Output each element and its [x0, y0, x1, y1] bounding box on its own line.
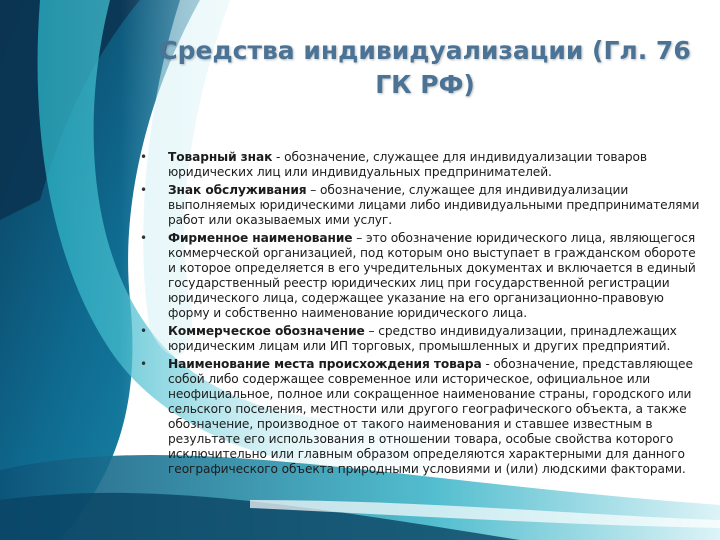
- bullet-mark: •: [140, 231, 147, 245]
- list-item-commercial-designation: [138, 324, 704, 354]
- bullet-mark: •: [140, 357, 147, 371]
- term-origin-appellation: Наименование места происхождения товара: [168, 357, 482, 371]
- slide-title: Средства индивидуализации (Гл. 76 ГК РФ): [159, 36, 691, 99]
- bullet-mark: •: [140, 183, 147, 197]
- list-item-trademark: [138, 150, 704, 180]
- bullet-mark: •: [140, 324, 147, 338]
- definition-origin-appellation: - обозначение, представляющее собой либо содержащее современное или историческое, официальное или неофициальное, полное или сокращенное наименование страны, городского или сельского поселения, местности или другого географического объекта, а также обозначение, производное от такого наименования и ставшее известным в результате его использования в отношении товара, особые свойства которого исключительно или главным образом определяются характерными для данного географического объекта природными условиями и (или) людскими факторами.: [168, 357, 693, 476]
- term-trademark: Товарный знак: [168, 150, 273, 164]
- definition-company-name: – это обозначение юридического лица, являющегося коммерческой организацией, под которым оно выступает в гражданском обороте и которое определяется в его учредительных документах и включается в единый государственный реестр юридических лиц при государственной регистрации юридического лица, содержащее указание на его организационно-правовую форму и собственно наименование юридического лица.: [168, 231, 696, 320]
- definition-trademark: - обозначение, служащее для индивидуализации товаров юридических лиц или индивидуальных предпринимателей.: [168, 150, 647, 179]
- bullet-mark: •: [140, 150, 147, 164]
- list-item-service-mark: [138, 183, 704, 228]
- definitions-list: [138, 150, 704, 480]
- list-item-company-name: [138, 231, 704, 321]
- list-item-origin-appellation: [138, 357, 704, 477]
- term-commercial-designation: Коммерческое обозначение: [168, 324, 365, 338]
- definition-commercial-designation: – средство индивидуализации, принадлежащих юридическим лицам или ИП торговых, промышленных и других предприятий.: [168, 324, 677, 353]
- definition-service-mark: – обозначение, служащее для индивидуализации выполняемых юридическими лицами либо индивидуальными предпринимателями работ или оказываемых ими услуг.: [168, 183, 700, 227]
- term-service-mark: Знак обслуживания: [168, 183, 307, 197]
- term-company-name: Фирменное наименование: [168, 231, 353, 245]
